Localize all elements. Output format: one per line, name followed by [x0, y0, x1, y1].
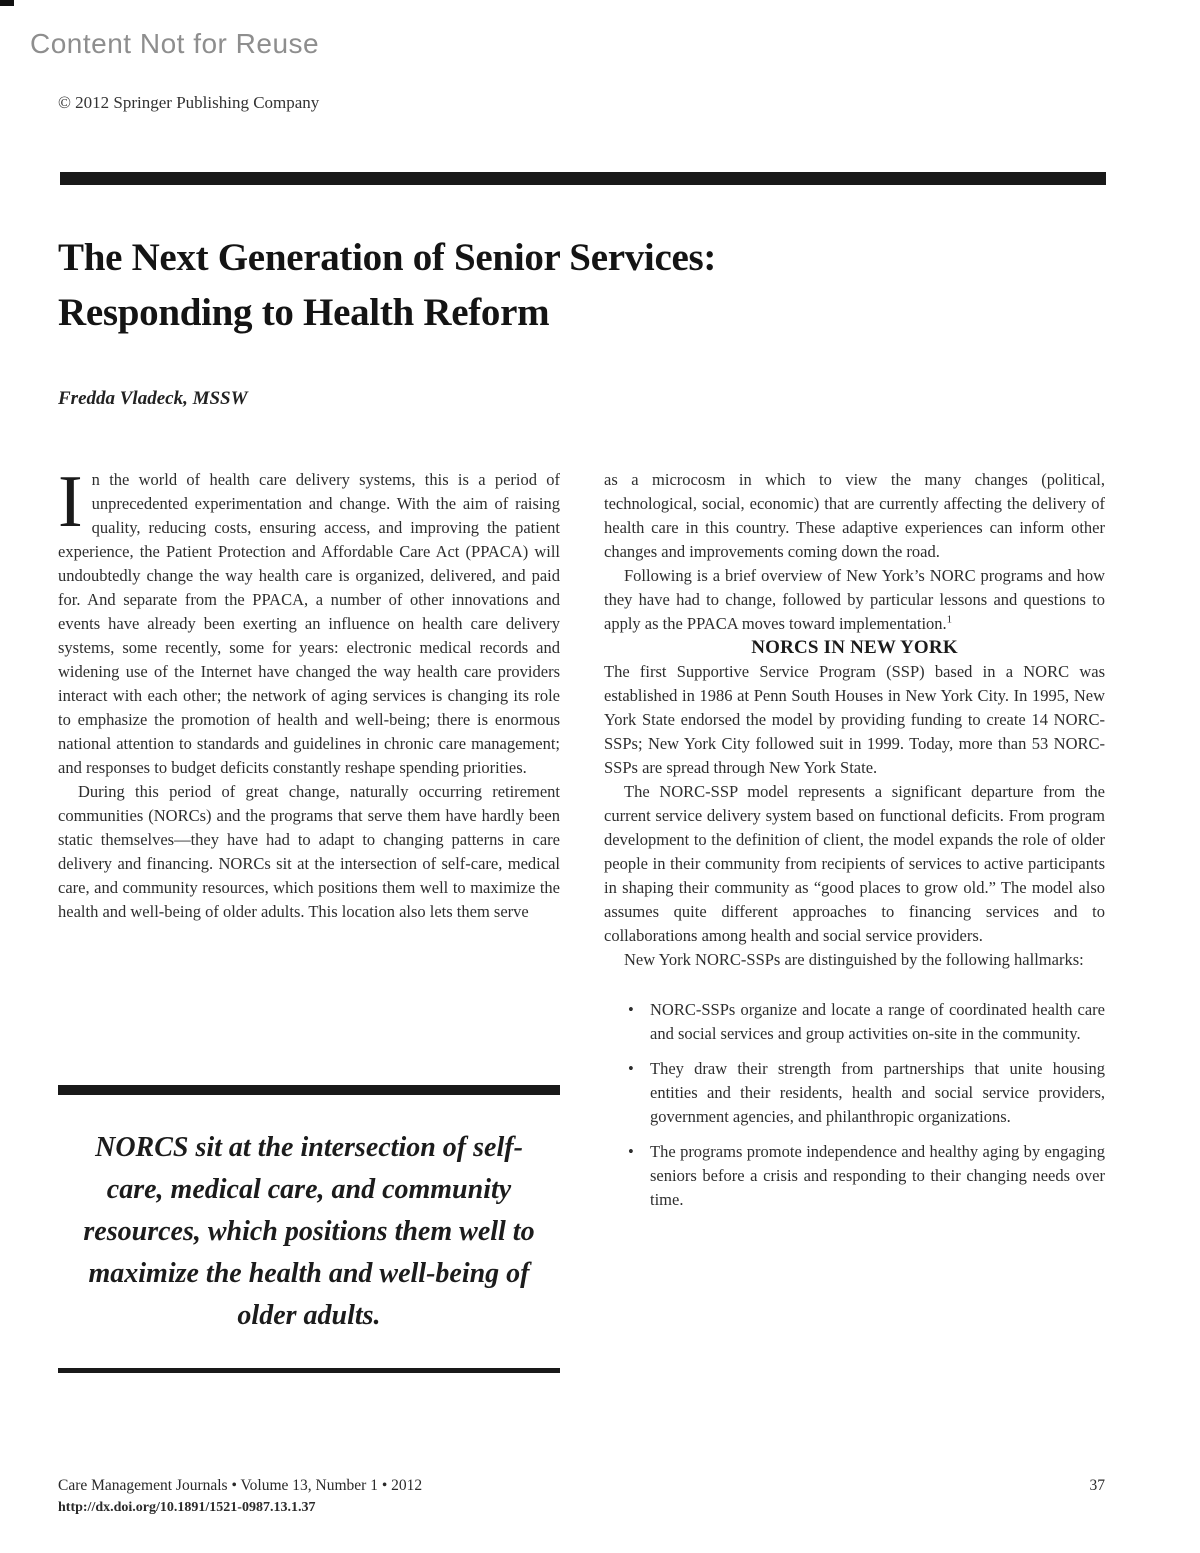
list-item-text: NORC-SSPs organize and locate a range of coordinated health care and social services and group activities on-site in the community. [650, 1000, 1105, 1043]
paragraph-text: n the world of health care delivery systems, this is a period of unprecedented experimentation and change. With the aim of raising quality, reducing costs, ensuring access, and improving the patient experience, the Patient Protection and Affordable Care Act (PPACA) will undoubtedly change the way health care is organized, delivered, and paid for. And separate from the PPACA, a number of other innovations and events have already been exerting an influence on health care delivery systems, some recently, some for years: electronic medical records and widening use of the Internet have changed the way health care providers interact with each other; the network of aging services is changing its role to emphasize the promotion of health and well-being; there is enormous national attention to standards and guidelines in chronic care management; and responses to budget deficits constantly reshape spending priorities. [58, 470, 560, 777]
body-paragraph [58, 461, 560, 780]
list-item [628, 998, 1105, 1046]
article-title [58, 230, 958, 340]
pull-quote-text: NORCS sit at the intersection of self-care, medical care, and community resources, which positions them well to maximize the health and well-being of older adults. [83, 1131, 535, 1331]
article-title-line1: The Next Generation of Senior Services: [58, 236, 717, 279]
hallmarks-list [604, 998, 1105, 1212]
bullet-icon: • [628, 1142, 634, 1161]
list-item [628, 1057, 1105, 1129]
watermark-text: Content Not for Reuse [30, 28, 320, 59]
pull-quote-box [58, 1085, 560, 1373]
article-title-line2: Responding to Health Reform [58, 291, 550, 334]
footnote-marker: 1 [946, 613, 953, 626]
drop-cap: I [58, 461, 83, 543]
list-item-text: They draw their strength from partnerships that unite housing entities and their residents, health and social service providers, government agencies, and philanthropic organizations. [650, 1059, 1105, 1126]
copyright-line: © 2012 Springer Publishing Company [58, 93, 320, 112]
scan-corner-artifact [0, 0, 14, 6]
footer-journal-line: Care Management Journals • Volume 13, Number 1 • 2012 [58, 1477, 423, 1494]
body-paragraph: as a microcosm in which to view the many changes (political, technological, social, economic) that are currently affecting the delivery of health care in this country. These adaptive experiences can inform other changes and improvements coming down the road. [604, 470, 1105, 561]
header-rule [60, 172, 1106, 185]
bullet-icon: • [628, 1000, 634, 1019]
body-paragraph [604, 564, 1105, 636]
body-paragraph: New York NORC-SSPs are distinguished by the following hallmarks: [624, 950, 1084, 969]
author-byline: Fredda Vladeck, MSSW [58, 388, 248, 409]
body-paragraph: The first Supportive Service Program (SSP) based in a NORC was established in 1986 at Penn South Houses in New York City. In 1995, New York State endorsed the model by providing funding to create 14 NORC-SSPs; New York City followed suit in 1999. Today, more than 53 NORC-SSPs are spread through New York State. [604, 662, 1105, 777]
section-heading: NORCS IN NEW YORK [751, 637, 958, 658]
body-paragraph: During this period of great change, naturally occurring retirement communities (NORCs) and the programs that serve them have hardly been static themselves—they have had to adapt to changing patterns in care delivery and financing. NORCs sit at the intersection of self-care, medical care, and community resources, which positions them well to maximize the health and well-being of older adults. This location also lets them serve [58, 782, 560, 921]
list-item-text: The programs promote independence and healthy aging by engaging seniors before a crisis and responding to their changing needs over time. [650, 1142, 1105, 1209]
footer-doi: http://dx.doi.org/10.1891/1521-0987.13.1.37 [58, 1500, 316, 1515]
paragraph-text: Following is a brief overview of New York’s NORC programs and how they have had to change, followed by particular lessons and questions to apply as the PPACA moves toward implementation. [604, 566, 1105, 633]
right-column [604, 468, 1105, 1223]
body-paragraph: The NORC-SSP model represents a significant departure from the current service delivery system based on functional deficits. From program development to the definition of client, the model expands the role of older people in their community from recipients of services to active participants in shaping their community as “good places to grow old.” The model also assumes quite different approaches to financing services and to collaborations among health and social service providers. [604, 782, 1105, 945]
bullet-icon: • [628, 1059, 634, 1078]
left-column [58, 461, 560, 924]
list-item [628, 1140, 1105, 1212]
page-number: 37 [1089, 1477, 1105, 1494]
